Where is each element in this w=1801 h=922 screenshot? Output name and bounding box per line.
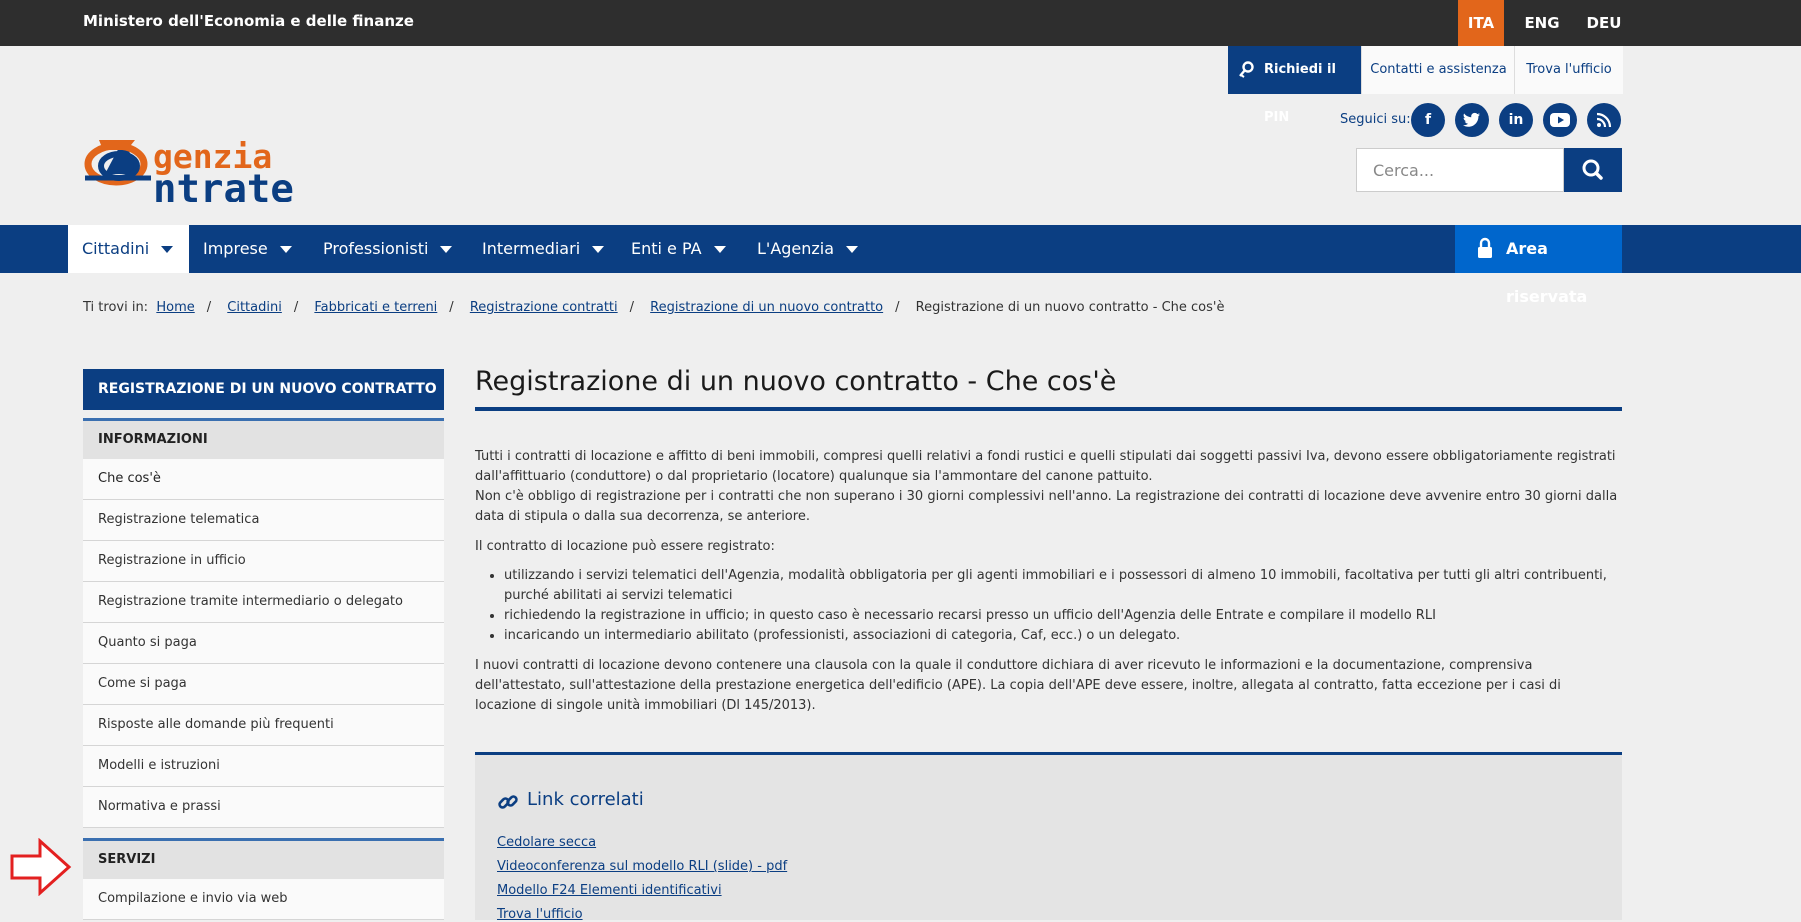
paragraph-4: I nuovi contratti di locazione devono contenere una clausola con la quale il conduttore dichiara di aver ricevuto le informazioni e la documentazione, comprensiva dell'attestato, sull'attestazione della prestazione energetica dell'edificio (APE). La copia dell'APE deve essere, inoltre, allegata al contratto, fatta eccezione per i casi di locazione di singole unità immobiliari (Dl 145/2013).	[475, 658, 1561, 713]
page-title: Registrazione di un nuovo contratto - Che cos'è	[475, 366, 1622, 411]
breadcrumb-registrazione-contratti[interactable]: Registrazione contratti	[469, 300, 618, 315]
sidebar-item-ufficio[interactable]: Registrazione in ufficio	[83, 541, 444, 582]
nav-label: Intermediari	[482, 239, 581, 258]
sidebar-title[interactable]: REGISTRAZIONE DI UN NUOVO CONTRATTO	[83, 369, 444, 410]
nav-label: Imprese	[203, 239, 268, 258]
nav-professionisti[interactable]	[323, 225, 452, 273]
chevron-down-icon	[440, 246, 452, 253]
contacts-link[interactable]: Contatti e assistenza	[1361, 46, 1515, 94]
chevron-down-icon	[714, 246, 726, 253]
list-item: • utilizzando i servizi telematici dell'Agenzia, modalità obbligatoria per gli agenti immobiliari e i possessori di almeno 10 immobili, facoltativa per tutti gli altri contribuenti, purché abilitati ai servizi telematici	[504, 566, 1622, 606]
nav-label: Enti e PA	[631, 239, 702, 258]
request-pin-button[interactable]	[1228, 46, 1361, 125]
chevron-down-icon	[846, 246, 858, 253]
youtube-icon[interactable]	[1543, 103, 1577, 137]
list-item: • richiedendo la registrazione in ufficio; in questo caso è necessario recarsi presso un ufficio dell'Agenzia delle Entrate e compilare il modello RLI	[504, 606, 1622, 626]
breadcrumb-separator: /	[895, 300, 900, 315]
related-link-cedolare[interactable]: Cedolare secca	[497, 835, 597, 850]
nav-label: Cittadini	[82, 239, 150, 258]
facebook-icon[interactable]: f	[1411, 103, 1445, 137]
sidebar-item-telematica[interactable]: Registrazione telematica	[83, 500, 444, 541]
breadcrumb-separator: /	[629, 300, 635, 315]
breadcrumb-nuovo-contratto[interactable]: Registrazione di un nuovo contratto	[650, 300, 884, 315]
nav-enti-pa[interactable]	[631, 225, 726, 273]
sidebar-item-faq[interactable]: Risposte alle domande più frequenti	[83, 705, 444, 746]
breadcrumb-separator: /	[206, 300, 212, 315]
follow-label: Seguici su:	[1340, 112, 1411, 127]
sidebar-section-info: INFORMAZIONI	[83, 418, 444, 459]
nav-cittadini[interactable]	[68, 225, 189, 273]
chevron-down-icon	[592, 246, 604, 253]
breadcrumb	[83, 300, 1225, 315]
sidebar-item-come-si-paga[interactable]: Come si paga	[83, 664, 444, 705]
link-icon	[497, 791, 519, 817]
sidebar-item-compilazione[interactable]: Compilazione e invio via web	[83, 879, 444, 920]
rss-icon[interactable]	[1587, 103, 1621, 137]
sidebar-item-normativa[interactable]: Normativa e prassi	[83, 787, 444, 828]
lang-eng[interactable]: ENG	[1524, 14, 1560, 32]
chevron-down-icon	[161, 246, 173, 253]
chevron-down-icon	[280, 246, 292, 253]
logo-bottom-text: ntrate	[153, 167, 294, 202]
paragraph-3: Il contratto di locazione può essere registrato:	[475, 539, 775, 554]
search-button[interactable]	[1564, 148, 1622, 192]
header	[0, 46, 1801, 225]
breadcrumb-separator: /	[449, 300, 454, 315]
ministry-label[interactable]: Ministero dell'Economia e delle finanze	[83, 12, 414, 30]
key-icon	[1238, 46, 1254, 115]
sidebar-item-che-cose[interactable]: Che cos'è	[83, 459, 444, 500]
breadcrumb-current: Registrazione di un nuovo contratto - Che cos'è	[915, 300, 1225, 315]
sidebar-item-intermediario[interactable]: Registrazione tramite intermediario o delegato	[83, 582, 444, 623]
reserved-area-button[interactable]	[1455, 225, 1622, 306]
list-item: • incaricando un intermediario abilitato (professionisti, associazioni di categoria, Caf, ecc.) o un delegato.	[504, 626, 1622, 646]
related-links-box	[475, 752, 1622, 920]
reserved-area-label: Area riservata	[1506, 239, 1588, 306]
logo-top-text: genzia	[153, 137, 273, 176]
paragraph-1: Tutti i contratti di locazione e affitto di beni immobili, compresi quelli relativi a fondi rustici e quelli stipulati dai soggetti passivi Iva, devono essere obbligatoriamente registrati dall'affittuario (conduttore) o dal proprietario (locatore) qualunque sia l'ammontare del canone pattuito.	[475, 449, 1616, 484]
main-nav	[0, 225, 1801, 306]
registration-methods-list	[475, 566, 1622, 646]
top-bar	[0, 0, 1801, 46]
nav-label: Professionisti	[323, 239, 429, 258]
request-pin-label: Richiedi il PIN	[1264, 62, 1336, 125]
breadcrumb-home[interactable]: Home	[156, 300, 195, 315]
sidebar-item-modelli[interactable]: Modelli e istruzioni	[83, 746, 444, 787]
lock-icon	[1477, 225, 1493, 292]
twitter-icon[interactable]	[1455, 103, 1489, 137]
related-link-trova-ufficio[interactable]: Trova l'ufficio	[497, 907, 583, 922]
breadcrumb-prefix: Ti trovi in:	[83, 300, 149, 315]
find-office-link[interactable]: Trova l'ufficio	[1514, 46, 1623, 94]
nav-label: L'Agenzia	[757, 239, 835, 258]
sidebar-section-services: SERVIZI	[83, 838, 444, 879]
linkedin-icon[interactable]: in	[1499, 103, 1533, 137]
related-link-videoconferenza[interactable]: Videoconferenza sul modello RLI (slide) - pdf	[497, 859, 788, 874]
search-icon	[1564, 177, 1622, 196]
related-links-title: Link correlati	[527, 789, 644, 810]
agenzia-entrate-logo[interactable]	[83, 92, 343, 202]
lang-deu[interactable]: DEU	[1586, 14, 1622, 32]
breadcrumb-fabbricati[interactable]: Fabbricati e terreni	[314, 300, 438, 315]
search-input[interactable]	[1356, 148, 1564, 192]
breadcrumb-separator: /	[293, 300, 299, 315]
sidebar	[83, 369, 444, 920]
related-link-f24[interactable]: Modello F24 Elementi identificativi	[497, 883, 722, 898]
main-content	[475, 366, 1622, 716]
sidebar-item-quanto-si-paga[interactable]: Quanto si paga	[83, 623, 444, 664]
red-arrow-icon	[10, 838, 72, 900]
nav-imprese[interactable]	[203, 225, 292, 273]
breadcrumb-cittadini[interactable]: Cittadini	[227, 300, 282, 315]
paragraph-2: Non c'è obbligo di registrazione per i contratti che non superano i 30 giorni complessivi nell'anno. La registrazione dei contratti di locazione deve avvenire entro 30 giorni dalla data di stipula o dalla sua decorrenza, se anteriore.	[475, 489, 1618, 524]
lang-ita[interactable]: ITA	[1458, 0, 1504, 46]
nav-agenzia[interactable]	[757, 225, 858, 273]
nav-intermediari[interactable]	[482, 225, 604, 273]
